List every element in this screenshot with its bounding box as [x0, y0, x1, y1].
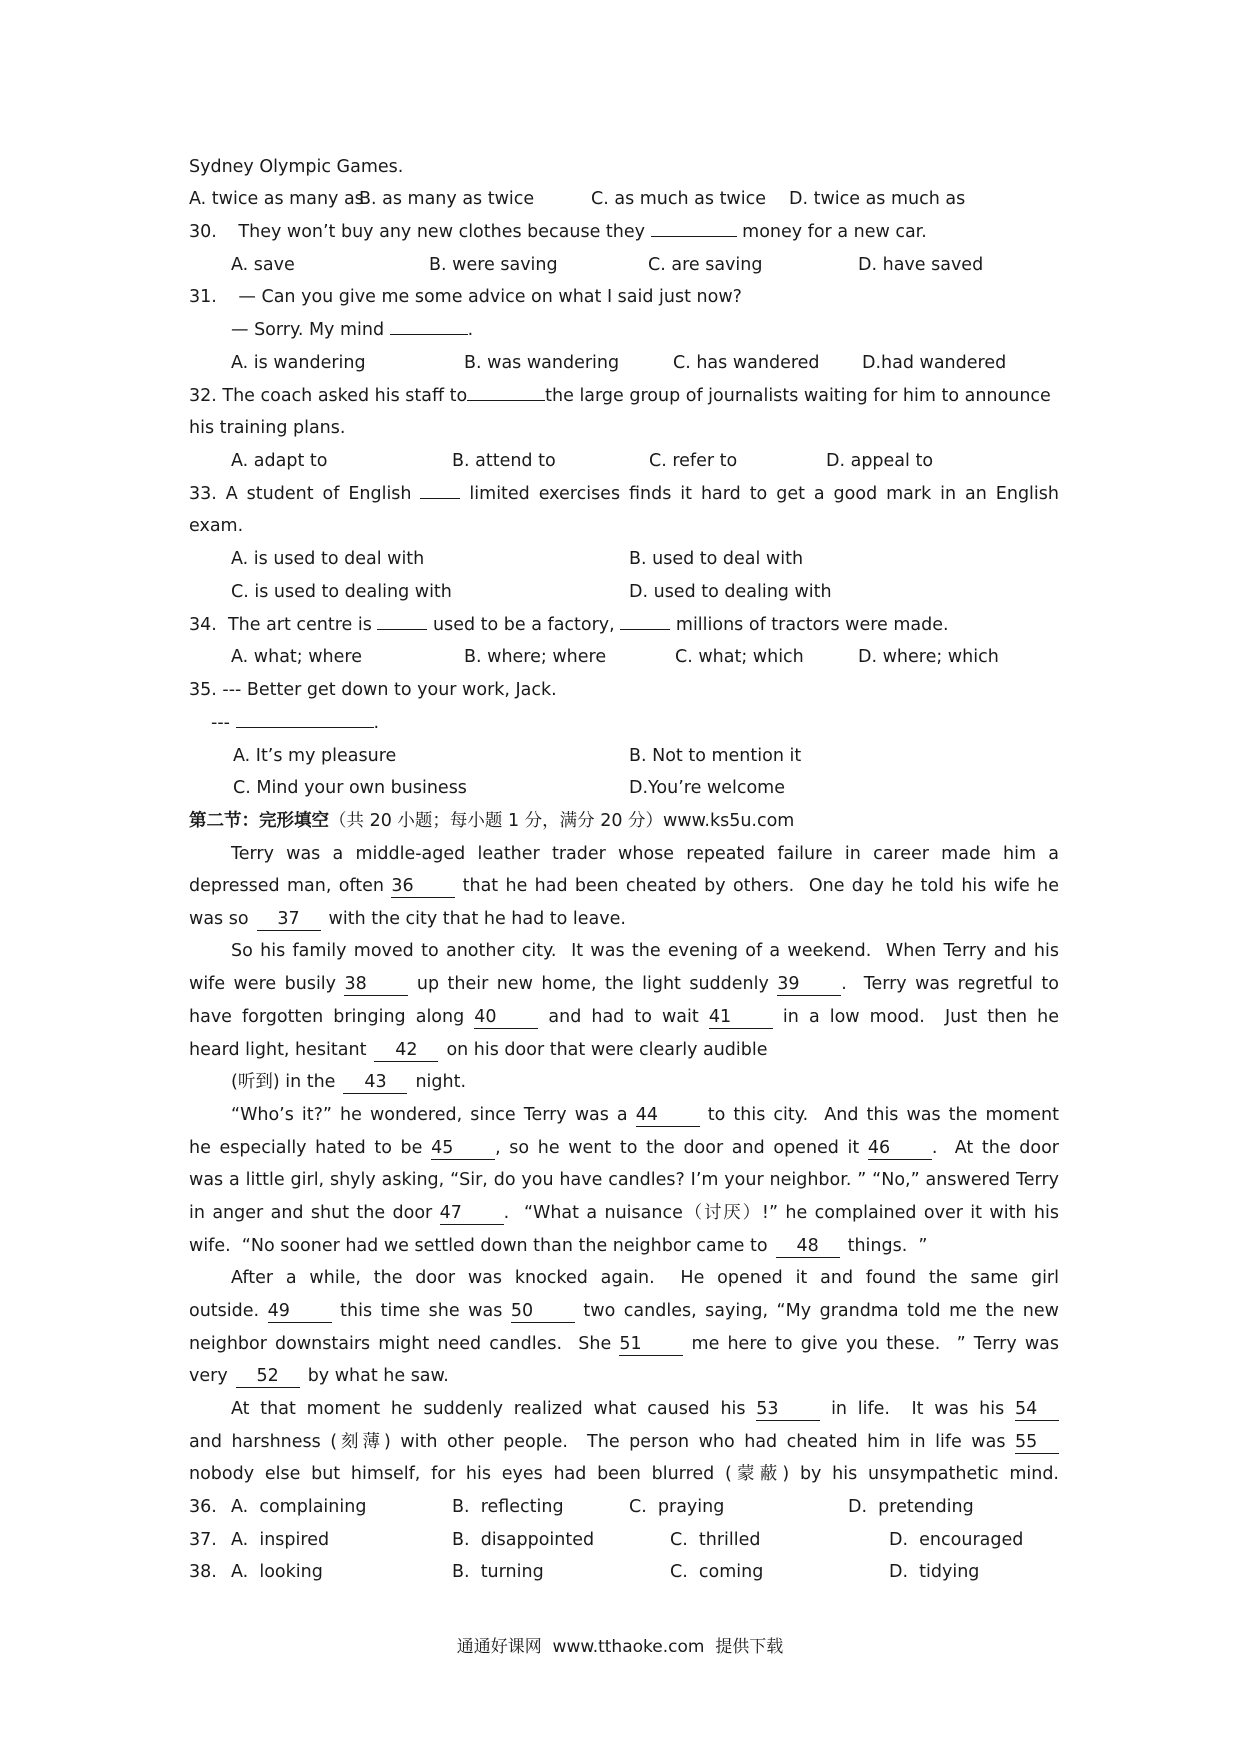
q30-option-a: A. save	[231, 255, 295, 275]
q29-option-c: C. as much as twice	[591, 189, 766, 209]
q30-option-d: D. have saved	[858, 255, 984, 275]
passage-text: on his door that were clearly audible	[446, 1040, 768, 1060]
q31-number: 31.	[189, 287, 217, 307]
q32-option-b: B. attend to	[452, 451, 556, 471]
passage-line	[231, 935, 1059, 968]
q38-option-d: D. tidying	[889, 1562, 980, 1582]
q29-options	[189, 183, 1059, 216]
q30-text-b: money for a new car.	[742, 222, 927, 242]
blank-48: 48	[776, 1235, 840, 1258]
q34-text-a: 34. The art centre is	[189, 615, 372, 635]
passage-text: me here to give you these. ” Terry was	[691, 1334, 1059, 1354]
q36-option-b: B. reflecting	[452, 1497, 564, 1517]
q33-options-ab	[189, 543, 1059, 576]
q29-stem-end	[189, 151, 1059, 184]
q31-text-a: — Can you give me some advice on what I said just now?	[238, 287, 742, 307]
passage-text: . At the door	[931, 1138, 1059, 1158]
passage-text: , so he went to the door and opened it	[495, 1138, 860, 1158]
blank-49: 49	[268, 1300, 332, 1323]
q33-option-c: C. is used to dealing with	[231, 582, 452, 602]
page-footer: 通通好课网 www.tthaoke.com 提供下载	[456, 1637, 784, 1657]
blank-37: 37	[257, 908, 321, 931]
q34-text-c: millions of tractors were made.	[675, 615, 949, 635]
q31-blank	[390, 334, 468, 335]
passage-text: Terry was a middle-aged leather trader whose repeated failure in career made him a	[231, 844, 1059, 864]
passage-line	[189, 1295, 1059, 1328]
passage-text: . “What a nuisance（讨厌）!” he complained over it with his	[503, 1203, 1059, 1223]
passage-text: So his family moved to another city. It was the evening of a weekend. When Terry and his	[231, 941, 1059, 961]
passage-text: After a while, the door was knocked again. He opened it and found the same girl	[231, 1268, 1059, 1288]
q37-option-d: D. encouraged	[889, 1530, 1024, 1550]
q33-text-c: exam.	[189, 516, 244, 536]
q34-blank-1	[377, 629, 427, 630]
q36-option-d: D. pretending	[848, 1497, 974, 1517]
passage-text: heard light, hesitant	[189, 1040, 367, 1060]
passage-line	[189, 1360, 1059, 1393]
q32-option-d: D. appeal to	[826, 451, 934, 471]
q32-blank	[467, 400, 545, 401]
q30-option-c: C. are saving	[648, 255, 763, 275]
q33-stem-cont	[189, 510, 1059, 543]
q34-text-b: used to be a factory,	[433, 615, 615, 635]
q30-option-b: B. were saving	[429, 255, 558, 275]
passage-text: wife were busily	[189, 974, 337, 994]
q30-text-a: They won’t buy any new clothes because they	[238, 222, 645, 242]
passage-line	[231, 1099, 1059, 1132]
q37-option-a: A. inspired	[231, 1530, 330, 1550]
passage-line	[189, 1132, 1059, 1165]
passage-text: he especially hated to be	[189, 1138, 423, 1158]
passage-line	[189, 1458, 1059, 1491]
passage-text: wife. “No sooner had we settled down than the neighbor came to	[189, 1236, 768, 1256]
passage-text: (听到) in the	[231, 1072, 336, 1092]
q30-options	[189, 249, 1059, 282]
passage-line	[231, 838, 1059, 871]
passage-text: nobody else but himself, for his eyes had been blurred (蒙蔽) by his unsympathetic mind.	[189, 1464, 1059, 1484]
passage-line	[231, 1393, 1059, 1426]
q32-option-a: A. adapt to	[231, 451, 328, 471]
q37-options	[189, 1524, 1059, 1557]
q35-reply	[189, 707, 1059, 740]
q37-option-b: B. disappointed	[452, 1530, 595, 1550]
q33-option-d: D. used to dealing with	[629, 582, 832, 602]
passage-text: by what he saw.	[307, 1366, 449, 1386]
passage-line	[189, 1426, 1059, 1459]
passage-line	[189, 1001, 1059, 1034]
blank-45: 45	[431, 1137, 495, 1160]
passage-text: this time she was	[340, 1301, 503, 1321]
blank-46: 46	[868, 1137, 932, 1160]
q30-number: 30.	[189, 222, 217, 242]
q34-option-a: A. what; where	[231, 647, 362, 667]
q35-option-d: D.You’re welcome	[629, 778, 785, 798]
q38-options	[189, 1556, 1059, 1589]
q34-option-c: C. what; which	[675, 647, 804, 667]
q38-number: 38.	[189, 1562, 217, 1582]
q38-option-a: A. looking	[231, 1562, 323, 1582]
q34-blank-2	[620, 629, 670, 630]
passage-line	[189, 968, 1059, 1001]
q31-option-b: B. was wandering	[464, 353, 620, 373]
q32-text-b: the large group of journalists waiting for him to announce	[545, 386, 1051, 406]
q35-options-ab	[189, 740, 1059, 773]
blank-40: 40	[474, 1006, 538, 1029]
q30-blank	[651, 236, 737, 237]
q33-options-cd	[189, 576, 1059, 609]
passage-text: was so	[189, 909, 249, 929]
blank-55: 55	[1015, 1431, 1059, 1454]
q38-option-c: C. coming	[670, 1562, 764, 1582]
section-title: 第二节：完形填空	[189, 811, 329, 831]
q32-stem-cont	[189, 412, 1059, 445]
blank-52: 52	[236, 1365, 300, 1388]
q33-option-a: A. is used to deal with	[231, 549, 425, 569]
q32-options	[189, 445, 1059, 478]
q32-option-c: C. refer to	[649, 451, 738, 471]
passage-line	[189, 1197, 1059, 1230]
q37-number: 37.	[189, 1530, 217, 1550]
passage-text: two candles, saying, “My grandma told me the new	[583, 1301, 1059, 1321]
q35-option-a: A. It’s my pleasure	[233, 746, 397, 766]
q31-option-a: A. is wandering	[231, 353, 366, 373]
q34-option-b: B. where; where	[464, 647, 607, 667]
q32-text-c: his training plans.	[189, 418, 346, 438]
passage-line	[189, 1034, 1059, 1067]
q35-blank	[236, 727, 374, 728]
blank-47: 47	[440, 1202, 504, 1225]
passage-text: was a little girl, shyly asking, “Sir, do you have candles? I’m your neighbor. ” “No,” answered Terry	[189, 1170, 1059, 1190]
blank-54: 54	[1015, 1398, 1059, 1421]
q32-text-a: 32. The coach asked his staff to	[189, 386, 468, 406]
blank-38: 38	[344, 973, 408, 996]
passage-text: “Who’s it?” he wondered, since Terry was a	[231, 1105, 628, 1125]
q33-stem	[189, 478, 1059, 511]
blank-41: 41	[709, 1006, 773, 1029]
q31-option-d: D.had wandered	[862, 353, 1007, 373]
passage-text: . Terry was regretful to	[841, 974, 1059, 994]
passage-text: in anger and shut the door	[189, 1203, 433, 1223]
section-instructions: （共 20 小题；每小题 1 分，满分 20 分）www.ks5u.com	[329, 811, 795, 831]
q36-number: 36.	[189, 1497, 217, 1517]
blank-39: 39	[777, 973, 841, 996]
passage-line	[189, 870, 1059, 903]
passage-line	[231, 1262, 1059, 1295]
q31-options	[189, 347, 1059, 380]
passage-text: outside.	[189, 1301, 260, 1321]
passage-line	[189, 1230, 1059, 1263]
passage-line	[189, 1328, 1059, 1361]
q31-text-b: — Sorry. My mind	[231, 320, 385, 340]
q30-stem	[189, 216, 1059, 249]
passage-text: very	[189, 1366, 228, 1386]
passage-text: neighbor downstairs might need candles. She	[189, 1334, 612, 1354]
passage-text: to this city. And this was the moment	[707, 1105, 1059, 1125]
passage-text: that he had been cheated by others. One day he told his wife he	[462, 876, 1059, 896]
q29-option-d: D. twice as much as	[789, 189, 966, 209]
q37-option-c: C. thrilled	[670, 1530, 761, 1550]
passage-text: depressed man, often	[189, 876, 384, 896]
q35-dashes: ---	[211, 713, 230, 733]
q29-option-b: B. as many as twice	[359, 189, 535, 209]
passage-text: things. ”	[847, 1236, 928, 1256]
q34-options	[189, 641, 1059, 674]
q29-stem-text: Sydney Olympic Games.	[189, 157, 404, 177]
q35-text-a: 35. --- Better get down to your work, Jack.	[189, 680, 557, 700]
blank-36: 36	[391, 875, 455, 898]
q34-stem	[189, 609, 1059, 642]
q33-text-a: 33. A student of English	[189, 484, 412, 504]
q35-stem	[189, 674, 1059, 707]
q35-option-b: B. Not to mention it	[629, 746, 802, 766]
blank-43: 43	[343, 1071, 407, 1094]
passage-text: in life. It was his	[831, 1399, 1005, 1419]
q31-period: .	[467, 320, 474, 340]
passage-text: night.	[415, 1072, 467, 1092]
passage-line	[189, 903, 1059, 936]
q36-option-a: A. complaining	[231, 1497, 367, 1517]
q33-blank	[420, 498, 460, 499]
q34-option-d: D. where; which	[858, 647, 999, 667]
q35-options-cd	[189, 772, 1059, 805]
blank-50: 50	[511, 1300, 575, 1323]
blank-51: 51	[619, 1333, 683, 1356]
passage-text: with the city that he had to leave.	[328, 909, 626, 929]
blank-42: 42	[374, 1039, 438, 1062]
q29-option-a: A. twice as many as	[189, 189, 364, 209]
passage-line	[231, 1066, 1101, 1099]
q35-period: .	[373, 713, 380, 733]
blank-44: 44	[636, 1104, 700, 1127]
passage-text: and harshness (刻薄) with other people. The person who had cheated him in life was	[189, 1432, 1006, 1452]
q33-option-b: B. used to deal with	[629, 549, 804, 569]
q36-option-c: C. praying	[629, 1497, 725, 1517]
q33-text-b: limited exercises finds it hard to get a good mark in an English	[469, 484, 1059, 504]
q32-stem	[189, 380, 1059, 413]
passage-text: At that moment he suddenly realized what caused his	[231, 1399, 746, 1419]
passage-text: and had to wait	[548, 1007, 699, 1027]
q31-reply	[189, 314, 1059, 347]
passage-line	[189, 1164, 1059, 1197]
q31-option-c: C. has wandered	[673, 353, 820, 373]
q38-option-b: B. turning	[452, 1562, 544, 1582]
blank-53: 53	[756, 1398, 820, 1421]
q31-stem	[189, 281, 1059, 314]
passage-text: up their new home, the light suddenly	[416, 974, 769, 994]
q36-options	[189, 1491, 1059, 1524]
passage-text: in a low mood. Just then he	[782, 1007, 1059, 1027]
q35-option-c: C. Mind your own business	[233, 778, 467, 798]
section-heading	[189, 805, 1059, 838]
passage-text: have forgotten bringing along	[189, 1007, 465, 1027]
